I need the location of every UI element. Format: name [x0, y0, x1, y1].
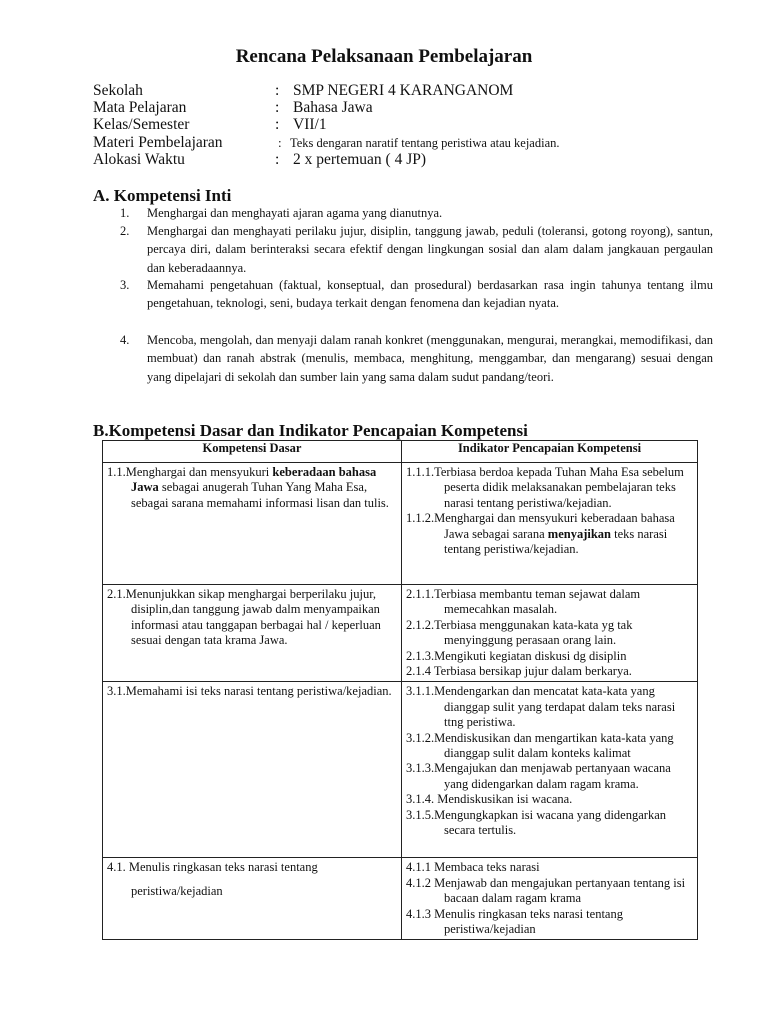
- ki-text: Menghargai dan menghayati ajaran agama yang dianutnya.: [147, 206, 443, 220]
- document-title: Rencana Pelaksanaan Pembelajaran: [235, 46, 533, 67]
- indicator-item: 3.1.3.Mengajukan dan menjawab pertanyaan wacana yang didengarkan dalam ragam krama.: [406, 761, 671, 791]
- indicator-item: 1.1.2.Menghargai dan mensyukuri keberadaan bahasa Jawa sebagai sarana menyajikan teks narasi tentang peristiwa/kejadian.: [406, 511, 675, 557]
- identity-value: SMP NEGERI 4 KARANGANOM: [293, 82, 514, 99]
- kd-cell: [103, 682, 402, 858]
- indicator-cell: [402, 858, 698, 940]
- table-row: [103, 463, 698, 585]
- column-header-ipk: Indikator Pencapaian Kompetensi: [402, 441, 698, 463]
- indicator-item: 3.1.1.Mendengarkan dan mencatat kata-kata yang dianggap sulit yang terdapat dalam teks narasi ttng peristiwa.: [406, 684, 676, 730]
- identity-value: 2 x pertemuan ( 4 JP): [293, 151, 427, 168]
- kd-text: 3.1.Memahami isi teks narasi tentang peristiwa/kejadian.: [107, 684, 392, 699]
- identity-label: Mata Pelajaran: [93, 99, 187, 116]
- identity-label: Sekolah: [93, 82, 143, 99]
- identity-colon: :: [278, 135, 282, 150]
- identity-colon: :: [275, 82, 280, 99]
- kd-text: 4.1. Menulis ringkasan teks narasi tentang: [107, 860, 318, 875]
- ki-number: 1.: [120, 206, 130, 220]
- table-row: [103, 682, 698, 858]
- ki-number: 4.: [120, 333, 130, 347]
- identity-value: VII/1: [293, 116, 327, 133]
- ki-text: Menghargai dan menghayati perilaku jujur, disiplin, tanggung jawab, peduli (toleransi, gotong royong), santun, percaya diri, dalam berinteraksi secara efektif dengan lingkungan sosial dan alam dalam jangkauan pergaulan dan keberadaannya.: [147, 224, 713, 275]
- identity-value: Bahasa Jawa: [293, 99, 373, 116]
- identity-label: Materi Pembelajaran: [93, 134, 223, 151]
- kd-text-line2: peristiwa/kejadian: [131, 883, 223, 898]
- indicator-item: 2.1.2.Terbiasa menggunakan kata-kata yg tak menyinggung perasaan orang lain.: [406, 617, 633, 648]
- indicator-cell: [402, 682, 698, 858]
- kd-cell: [103, 585, 402, 682]
- identity-label: Kelas/Semester: [93, 116, 190, 133]
- kd-bold-text: keberadaan bahasa Jawa: [131, 465, 377, 495]
- table-row: [103, 585, 698, 682]
- ki-number: 3.: [120, 278, 130, 292]
- section-a-heading: A. Kompetensi Inti: [93, 186, 232, 205]
- competency-table: [102, 440, 698, 940]
- indicator-item: 4.1.2 Menjawab dan mengajukan pertanyaan tentang isi bacaan dalam ragam krama: [406, 875, 686, 906]
- identity-value: Teks dengaran naratif tentang peristiwa atau kejadian.: [290, 136, 560, 150]
- indicator-cell: [402, 463, 698, 585]
- kd-text: 1.1.Menghargai dan mensyukuri keberadaan bahasa Jawa sebagai anugerah Tuhan Yang Maha Esa, sebagai sarana memahami informasi lisan dan tulis.: [107, 465, 389, 510]
- identity-colon: :: [275, 99, 280, 116]
- indicator-bold-text: menyajikan: [547, 526, 611, 541]
- section-b-heading: B.Kompetensi Dasar dan Indikator Pencapaian Kompetensi: [93, 421, 528, 440]
- indicator-item: 3.1.4. Mendiskusikan isi wacana.: [406, 792, 573, 807]
- indicator-item: 2.1.4 Terbiasa bersikap jujur dalam berkarya.: [406, 664, 632, 679]
- identity-label: Alokasi Waktu: [93, 151, 185, 168]
- table-row: [103, 858, 698, 940]
- kd-cell: [103, 463, 402, 585]
- column-header-kd: Kompetensi Dasar: [103, 441, 402, 463]
- indicator-item: 4.1.1 Membaca teks narasi: [406, 860, 540, 875]
- identity-colon: :: [275, 151, 280, 168]
- indicator-item: 1.1.1.Terbiasa berdoa kepada Tuhan Maha Esa sebelum peserta didik melaksanakan pembelajaran teks narasi tentang peristiwa/kejadian.: [406, 465, 684, 510]
- ki-text: Mencoba, mengolah, dan menyaji dalam ranah konkret (menggunakan, mengurai, merangkai, memodifikasi, dan membuat) dan ranah abstrak (menulis, membaca, menghitung, menggambar, dan mengarang) sesuai dengan yang dipelajari di sekolah dan sumber lain yang sama dalam sudut pandang/teori.: [147, 333, 713, 384]
- ki-number: 2.: [120, 224, 130, 238]
- indicator-item: 2.1.1.Terbiasa membantu teman sejawat dalam memecahkan masalah.: [406, 587, 641, 617]
- kd-text: 2.1.Menunjukkan sikap menghargai berperilaku jujur, disiplin,dan tanggung jawab dalm menyampaikan informasi atau tanggapan berbagai hal / keperluan sesuai dengan tata krama Jawa.: [107, 587, 381, 648]
- identity-colon: :: [275, 116, 280, 133]
- indicator-cell: [402, 585, 698, 682]
- indicator-item: 3.1.5.Mengungkapkan isi wacana yang didengarkan secara tertulis.: [406, 807, 666, 838]
- ki-text: Memahami pengetahuan (faktual, konseptual, dan prosedural) berdasarkan rasa ingin tahunya tentang ilmu pengetahuan, teknologi, seni, budaya terkait dengan fenomena dan kejadian nyata.: [147, 278, 713, 311]
- indicator-item: 2.1.3.Mengikuti kegiatan diskusi dg disiplin: [406, 648, 627, 663]
- indicator-item: 3.1.2.Mendiskusikan dan mengartikan kata-kata yang dianggap sulit dalam konteks kalimat: [406, 730, 674, 761]
- indicator-item: 4.1.3 Menulis ringkasan teks narasi tentang peristiwa/kejadian: [406, 906, 623, 937]
- kd-cell: [103, 858, 402, 940]
